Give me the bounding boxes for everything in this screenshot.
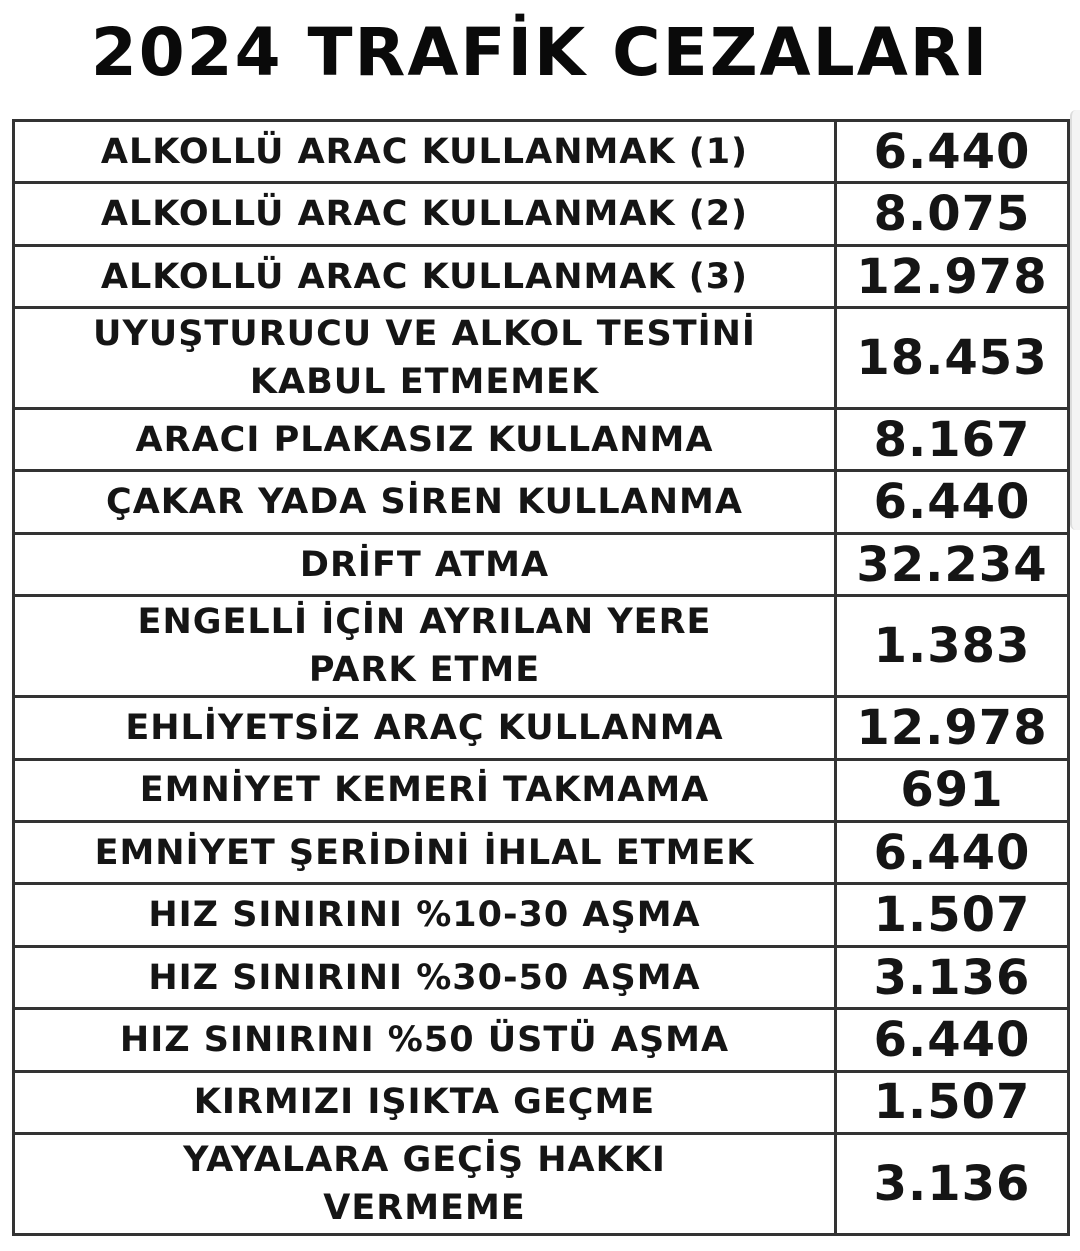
violation-cell: EHLİYETSİZ ARAÇ KULLANMA	[14, 697, 836, 759]
table-row	[14, 1071, 1069, 1133]
fine-amount-cell: 12.978	[836, 245, 1069, 307]
fine-amount-cell: 6.440	[836, 471, 1069, 533]
fine-amount-cell: 18.453	[836, 308, 1069, 409]
violation-cell: UYUŞTURUCU VE ALKOL TESTİNİ KABUL ETMEMEK	[14, 308, 836, 409]
violation-cell: ALKOLLÜ ARAC KULLANMAK (3)	[14, 245, 836, 307]
table-row	[14, 1134, 1069, 1235]
violation-cell: KIRMIZI IŞIKTA GEÇME	[14, 1071, 836, 1133]
table-row	[14, 533, 1069, 595]
fine-amount-cell: 6.440	[836, 821, 1069, 883]
violation-cell: YAYALARA GEÇİŞ HAKKI VERMEME	[14, 1134, 836, 1235]
fine-amount-cell: 8.075	[836, 183, 1069, 245]
fine-amount-cell: 12.978	[836, 697, 1069, 759]
table-row	[14, 471, 1069, 533]
fine-amount-cell: 3.136	[836, 1134, 1069, 1235]
table-row	[14, 1009, 1069, 1071]
violation-cell: EMNİYET ŞERİDİNİ İHLAL ETMEK	[14, 821, 836, 883]
fine-amount-cell: 32.234	[836, 533, 1069, 595]
fine-amount-cell: 8.167	[836, 409, 1069, 471]
violation-cell: HIZ SINIRINI %50 ÜSTÜ AŞMA	[14, 1009, 836, 1071]
fine-amount-cell: 1.507	[836, 884, 1069, 946]
fine-amount-cell: 691	[836, 759, 1069, 821]
table-row	[14, 308, 1069, 409]
violation-cell: ENGELLİ İÇİN AYRILAN YERE PARK ETME	[14, 596, 836, 697]
fine-amount-cell: 1.383	[836, 596, 1069, 697]
screen-edge-shadow	[1070, 110, 1080, 530]
fine-amount-cell: 6.440	[836, 1009, 1069, 1071]
violation-cell: DRİFT ATMA	[14, 533, 836, 595]
fine-amount-cell: 6.440	[836, 121, 1069, 183]
violation-cell: HIZ SINIRINI %30-50 AŞMA	[14, 946, 836, 1008]
traffic-fines-table	[12, 119, 1070, 1236]
table-row	[14, 884, 1069, 946]
table-row	[14, 697, 1069, 759]
violation-cell: ALKOLLÜ ARAC KULLANMAK (1)	[14, 121, 836, 183]
table-row	[14, 245, 1069, 307]
table-row	[14, 121, 1069, 183]
table-row	[14, 409, 1069, 471]
violation-cell: EMNİYET KEMERİ TAKMAMA	[14, 759, 836, 821]
violation-cell: HIZ SINIRINI %10-30 AŞMA	[14, 884, 836, 946]
violation-cell: ÇAKAR YADA SİREN KULLANMA	[14, 471, 836, 533]
table-row	[14, 596, 1069, 697]
table-row	[14, 946, 1069, 1008]
table-row	[14, 183, 1069, 245]
page-title: 2024 TRAFİK CEZALARI	[90, 14, 990, 91]
violation-cell: ARACI PLAKASIZ KULLANMA	[14, 409, 836, 471]
table-row	[14, 821, 1069, 883]
violation-cell: ALKOLLÜ ARAC KULLANMAK (2)	[14, 183, 836, 245]
fine-amount-cell: 3.136	[836, 946, 1069, 1008]
fine-amount-cell: 1.507	[836, 1071, 1069, 1133]
table-row	[14, 759, 1069, 821]
